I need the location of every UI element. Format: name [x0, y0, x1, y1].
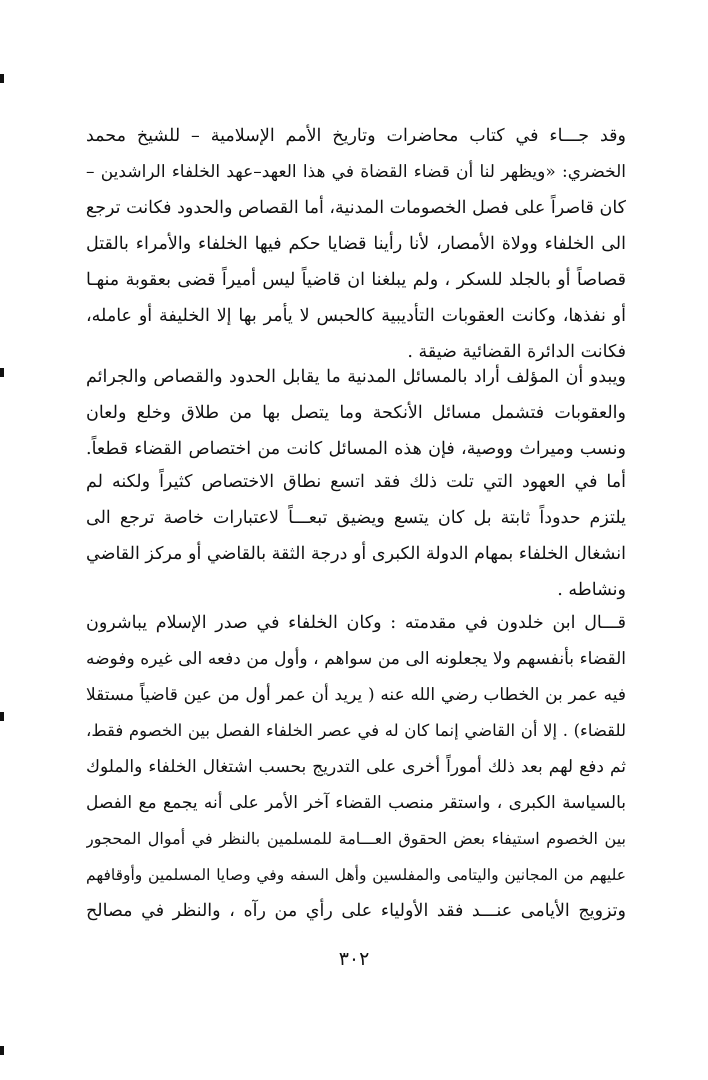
- text-line: ونسب وميراث ووصية، فإن هذه المسائل كانت من اختصاص القضاء قطعاً.: [86, 439, 626, 459]
- text-line: انشغال الخلفاء بمهام الدولة الكبرى أو درجة الثقة بالقاضي أو مركز القاضي: [86, 544, 626, 564]
- text-line: فيه عمر بن الخطاب رضي الله عنه ( يريد أن عمر أول من عين قاضياً مستقلا: [86, 685, 626, 705]
- text-line: القضاء بأنفسهم ولا يجعلونه الى من سواهم ، وأول من دفعه الى غيره وفوضه: [86, 649, 626, 669]
- text-line: كان قاصراً على فصل الخصومات المدنية، أما القصاص والحدود فكانت ترجع: [86, 198, 626, 218]
- text-line: فكانت الدائرة القضائية ضيقة .: [407, 342, 626, 362]
- text-line: يلتزم حدوداً ثابتة بل كان يتسع ويضيق تبعـــاً لاعتبارات خاصة ترجع الى: [86, 508, 626, 528]
- text-line: قصاصاً أو بالجلد للسكر ، ولم يبلغنا ان قاضياً ليس أميراً قضى بعقوبة منهـا: [86, 270, 626, 290]
- text-line: بين الخصوم استيفاء بعض الحقوق العـــامة للمسلمين بالنظر في أموال المحجور: [86, 829, 626, 848]
- text-line: أما في العهود التي تلت ذلك فقد اتسع نطاق الاختصاص كثيراً ولكنه لم: [86, 472, 626, 492]
- text-line: الى الخلفاء وولاة الأمصار، لأنا رأينا قضايا حكم فيها الخلفاء والأمراء بالقتل: [86, 234, 626, 254]
- paragraph-1: [86, 118, 626, 370]
- paragraph-2: [86, 359, 626, 467]
- text-line: وقد جـــاء في كتاب محاضرات وتاريخ الأمم الإسلامية – للشيخ محمد: [86, 126, 626, 146]
- paragraph-4: [86, 605, 626, 929]
- text-line: ويبدو أن المؤلف أراد بالمسائل المدنية ما يقابل الحدود والقصاص والجرائم: [86, 367, 626, 387]
- text-line: ثم دفع لهم بعد ذلك أموراً أخرى على التدريج بحسب اشتغال الخلفاء والملوك: [86, 757, 626, 777]
- text-line: والعقوبات فتشمل مسائل الأنكحة وما يتصل بها من طلاق وخلع ولعان: [86, 403, 626, 423]
- text-line: الخضري: «ويظهر لنا أن قضاء القضاة في هذا العهد–عهد الخلفاء الراشدين –: [86, 162, 626, 182]
- text-line: أو نفذها، وكانت العقوبات التأديبية كالحبس لا يأمر بها إلا الخليفة أو عامله،: [86, 306, 626, 326]
- text-line: للقضاء) . إلا أن القاضي إنما كان له في عصر الخلفاء الفصل بين الخصوم فقط،: [86, 721, 626, 740]
- text-line: قـــال ابن خلدون في مقدمته : وكان الخلفاء في صدر الإسلام يباشرون: [86, 613, 626, 633]
- text-line: عليهم من المجانين واليتامى والمفلسين وأهل السفه وفي وصايا المسلمين وأوقافهم: [86, 866, 626, 884]
- text-line: ونشاطه .: [557, 580, 626, 600]
- paragraph-3: [86, 464, 626, 608]
- page-number: ٣٠٢: [338, 948, 370, 970]
- text-line: بالسياسة الكبرى ، واستقر منصب القضاء آخر الأمر على أنه يجمع مع الفصل: [86, 793, 626, 813]
- page-edge-mark: [0, 712, 4, 721]
- page-edge-mark: [0, 368, 4, 377]
- page-edge-mark: [0, 74, 4, 83]
- page-edge-mark: [0, 1046, 4, 1055]
- text-line: وتزويج الأيامى عنـــد فقد الأولياء على رأي من رآه ، والنظر في مصالح: [86, 901, 626, 921]
